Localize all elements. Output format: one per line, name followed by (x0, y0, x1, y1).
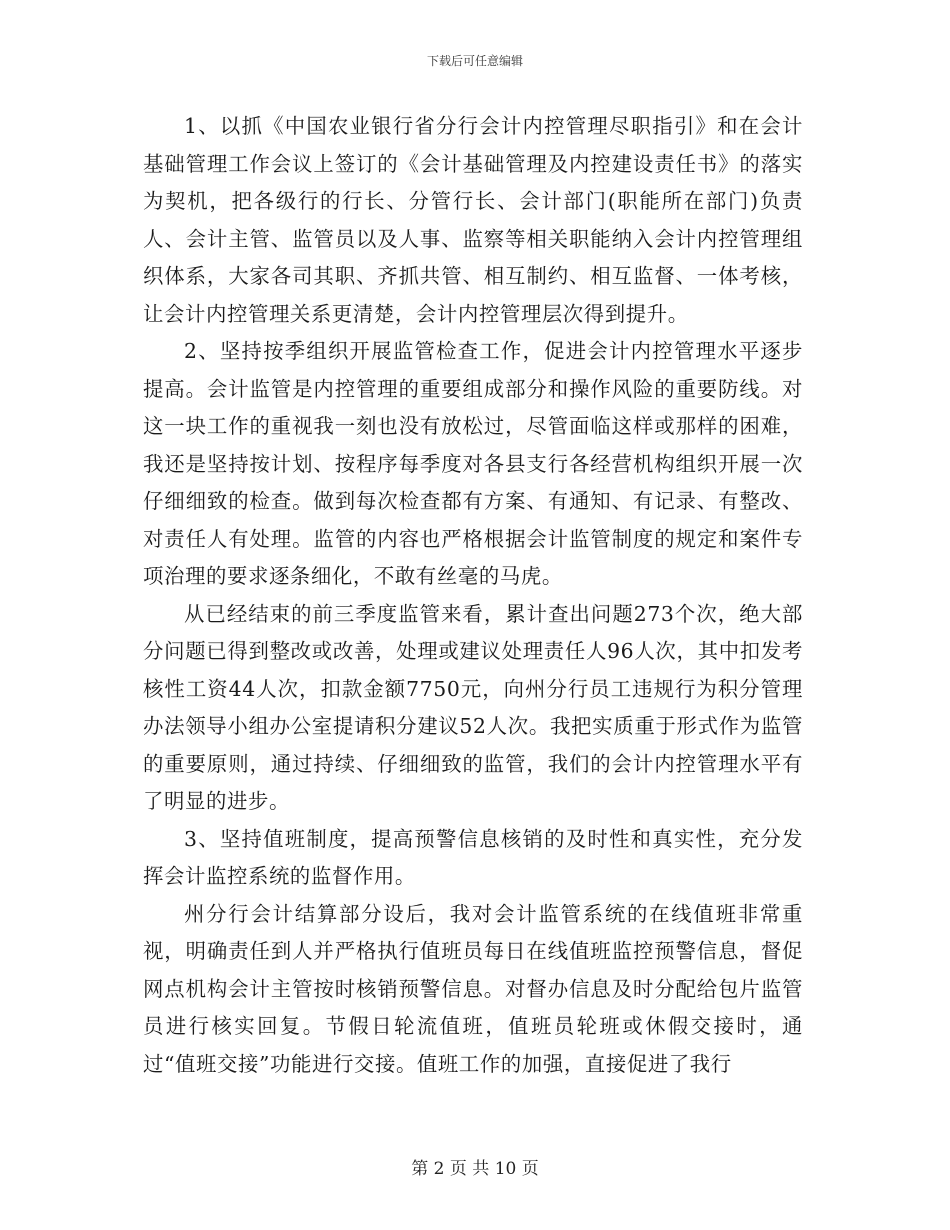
paragraph-2: 2、坚持按季组织开展监管检查工作，促进会计内控管理水平逐步提高。会计监管是内控管理的重要组成部分和操作风险的重要防线。对这一块工作的重视我一刻也没有放松过，尽管面临这样或那样的困难，我还是坚持按计划、按程序每季度对各县支行各经营机构组织开展一次仔细细致的检查。做到每次检查都有方案、有通知、有记录、有整改、对责任人有处理。监管的内容也严格根据会计监管制度的规定和案件专项治理的要求逐条细化，不敢有丝毫的马虎。 (143, 339, 803, 588)
page-number-footer: 第 2 页 共 10 页 (411, 1159, 539, 1179)
document-body (143, 108, 803, 1083)
paragraph-1: 1、以抓《中国农业银行省分行会计内控管理尽职指引》和在会计基础管理工作会议上签订的《会计基础管理及内控建设责任书》的落实为契机，把各级行的行长、分管行长、会计部门(职能所在部门)负责人、会计主管、监管员以及人事、监察等相关职能纳入会计内控管理组织体系，大家各司其职、齐抓共管、相互制约、相互监督、一体考核，让会计内控管理关系更清楚，会计内控管理层次得到提升。 (143, 114, 803, 326)
page-header: 下载后可任意编辑 (426, 54, 523, 68)
paragraph-3: 从已经结束的前三季度监管来看，累计查出问题273个次，绝大部分问题已得到整改或改善，处理或建议处理责任人96人次，其中扣发考核性工资44人次，扣款金额7750元，向州分行员工违规行为积分管理办法领导小组办公室提请积分建议52人次。我把实质重于形式作为监管的重要原则，通过持续、仔细细致的监管，我们的会计内控管理水平有了明显的进步。 (143, 601, 803, 813)
paragraph-4: 3、坚持值班制度，提高预警信息核销的及时性和真实性，充分发挥会计监控系统的监督作用。 (143, 826, 803, 888)
paragraph-5: 州分行会计结算部分设后，我对会计监管系统的在线值班非常重视，明确责任到人并严格执行值班员每日在线值班监控预警信息，督促网点机构会计主管按时核销预警信息。对督办信息及时分配给包片监管员进行核实回复。节假日轮流值班，值班员轮班或休假交接时，通过“值班交接”功能进行交接。值班工作的加强，直接促进了我行 (143, 901, 803, 1076)
